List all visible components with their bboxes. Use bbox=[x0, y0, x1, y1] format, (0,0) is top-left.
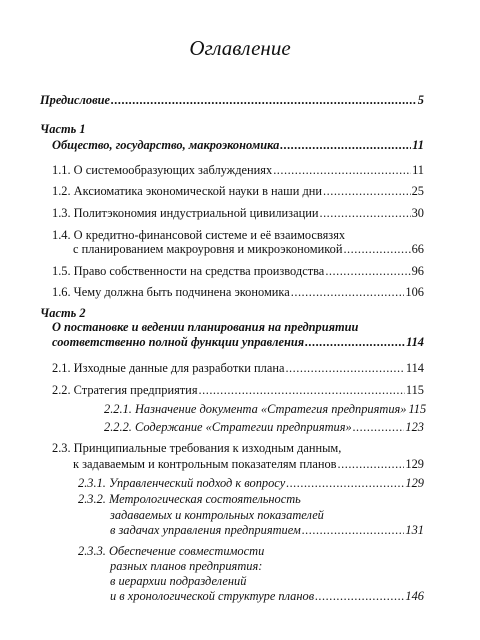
toc-leader bbox=[280, 138, 411, 152]
toc-label: 1.3. Политэкономия индустриальной цивилизации bbox=[52, 206, 319, 220]
toc-leader bbox=[343, 242, 410, 256]
toc-label: в задачах управления предприятием bbox=[110, 523, 301, 537]
toc-entry-2-2-1[interactable] bbox=[104, 402, 427, 416]
toc-page: 66 bbox=[411, 242, 424, 256]
toc-leader bbox=[305, 335, 405, 349]
toc-leader bbox=[315, 589, 404, 603]
toc-entry-1-1[interactable] bbox=[52, 163, 424, 177]
toc-label: Общество, государство, макроэкономика bbox=[52, 138, 280, 152]
toc-leader bbox=[111, 93, 417, 107]
toc-entry-2-3-line1: 2.3. Принципиальные требования к изходным данным, bbox=[52, 441, 342, 455]
toc-entry-1-4[interactable] bbox=[73, 242, 424, 256]
toc-entry-2-2-2[interactable] bbox=[104, 420, 424, 434]
toc-page: 106 bbox=[405, 285, 424, 299]
toc-page: 146 bbox=[405, 589, 424, 603]
toc-page: 30 bbox=[411, 206, 424, 220]
page-title: Оглавление bbox=[189, 36, 291, 60]
toc-entry-2-3-3-line3: в иерархии подразделений bbox=[110, 574, 247, 588]
toc-page: 114 bbox=[405, 361, 424, 375]
toc-entry-2-3-3-line2: разных планов предприятия: bbox=[110, 559, 263, 573]
toc-page: 96 bbox=[411, 264, 424, 278]
toc-label: 2.3.1. Управленческий подход к вопросу bbox=[78, 476, 286, 490]
toc-label: 2.2.1. Назначение документа «Стратегия предприятия» bbox=[104, 402, 407, 416]
toc-label: 1.6. Чему должна быть подчинена экономика bbox=[52, 285, 290, 299]
toc-label: 2.1. Изходные данные для разработки плана bbox=[52, 361, 285, 375]
toc-entry-1-5[interactable] bbox=[52, 264, 424, 278]
toc-leader bbox=[353, 420, 405, 434]
toc-entry-1-3[interactable] bbox=[52, 206, 424, 220]
toc-leader bbox=[285, 361, 404, 375]
toc-label: 1.5. Право собственности на средства производства bbox=[52, 264, 325, 278]
toc-label: 2.2.2. Содержание «Стратегии предприятия» bbox=[104, 420, 352, 434]
toc-entry-2-3-3-line1: 2.3.3. Обеспечение совместимости bbox=[78, 544, 265, 558]
part-label: Часть 2 bbox=[40, 306, 86, 320]
toc-leader bbox=[338, 457, 405, 471]
toc-entry-part1[interactable] bbox=[52, 138, 424, 152]
toc-leader bbox=[325, 264, 410, 278]
toc-entry-2-3-1[interactable] bbox=[78, 476, 424, 490]
toc-entry-2-1[interactable] bbox=[52, 361, 424, 375]
toc-leader bbox=[273, 163, 411, 177]
toc-entry-2-2[interactable] bbox=[52, 383, 424, 397]
toc-entry-1-6[interactable] bbox=[52, 285, 424, 299]
toc-page: 129 bbox=[405, 457, 424, 471]
toc-page: 11 bbox=[412, 138, 424, 152]
toc-page: 129 bbox=[405, 476, 424, 490]
toc-page: 115 bbox=[408, 402, 427, 416]
toc-page: 11 bbox=[412, 163, 424, 177]
toc-leader bbox=[302, 523, 405, 537]
toc-page: 131 bbox=[405, 523, 424, 537]
toc-page: 123 bbox=[405, 420, 424, 434]
toc-page: 5 bbox=[417, 93, 424, 107]
toc-label: к задаваемым и контрольным показателям планов bbox=[73, 457, 337, 471]
toc-label: и в хронологической структуре планов bbox=[110, 589, 315, 603]
toc-entry-2-3[interactable] bbox=[73, 457, 424, 471]
toc-leader bbox=[319, 206, 410, 220]
toc-page: 114 bbox=[406, 335, 424, 349]
toc-label: 1.1. О системообразующих заблуждениях bbox=[52, 163, 273, 177]
toc-leader bbox=[323, 184, 411, 198]
toc-entry-2-3-2[interactable] bbox=[110, 523, 424, 537]
toc-leader bbox=[286, 476, 404, 490]
part2-heading-line1: О постановке и ведении планирования на предприятии bbox=[52, 320, 359, 334]
toc-label: соответственно полной функции управления bbox=[52, 335, 305, 349]
toc-entry-1-2[interactable] bbox=[52, 184, 424, 198]
toc-leader bbox=[199, 383, 405, 397]
toc-page: 115 bbox=[405, 383, 424, 397]
toc-entry-1-4-line1: 1.4. О кредитно-финансовой системе и её взаимосвязях bbox=[52, 228, 346, 242]
toc-entry-2-3-2-line2: задаваемых и контрольных показателей bbox=[110, 508, 324, 522]
toc-label: Предисловие bbox=[40, 93, 111, 107]
toc-entry-2-3-2-line1: 2.3.2. Метрологическая состоятельность bbox=[78, 492, 301, 506]
toc-entry-part2[interactable] bbox=[52, 335, 424, 349]
part-label: Часть 1 bbox=[40, 122, 86, 136]
toc-page: 25 bbox=[411, 184, 424, 198]
toc-label: с планированием макроуровня и микроэкономикой bbox=[73, 242, 343, 256]
toc-leader bbox=[291, 285, 405, 299]
toc-label: 1.2. Аксиоматика экономической науки в наши дни bbox=[52, 184, 323, 198]
toc-label: 2.2. Стратегия предприятия bbox=[52, 383, 198, 397]
toc-entry-2-3-3[interactable] bbox=[110, 589, 424, 603]
toc-entry-preface[interactable] bbox=[40, 93, 424, 107]
